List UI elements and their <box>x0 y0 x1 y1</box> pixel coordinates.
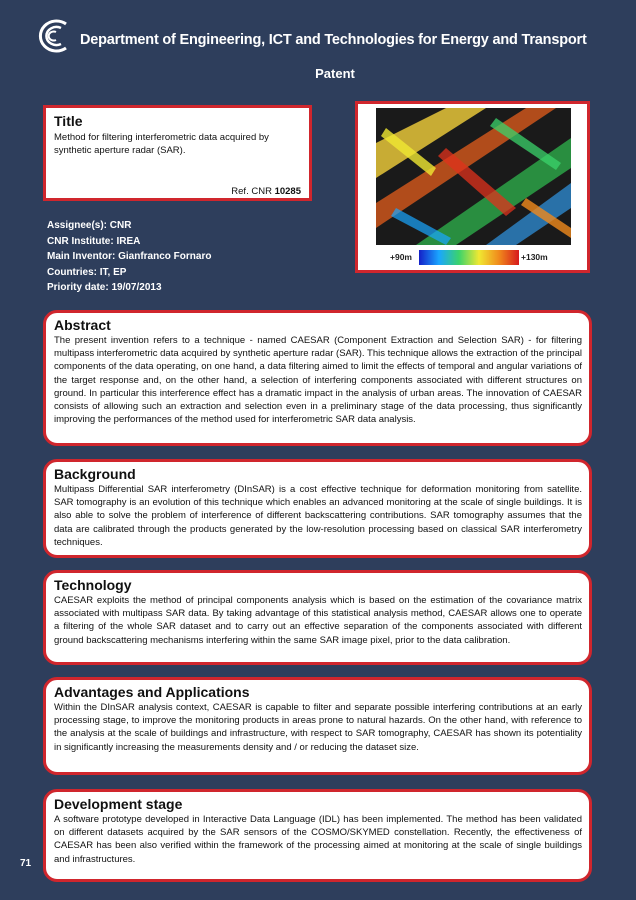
abstract-text: The present invention refers to a technique - named CAESAR (Component Extraction and Selection SAR) - for filtering multipass interferometric data acquired by synthetic aperture radar (SAR). This technique allows the extraction of the principal components of the data operating, on one hand, a data filtering aimed to limit the effects of temporal and angular variations of the target response and, on the other hand, a selection of interfering components associated with different structures on ground. In particular this interference effect has a dramatic impact in the analysis of urban areas. The innovation of CAESAR consists of allowing such an extraction and selection even in a preliminary stage of the data processing, thus significantly improving the performances of the method used for interferometric SAR data analysis. <box>54 335 582 426</box>
advantages-section <box>43 677 592 775</box>
department-title: Department of Engineering, ICT and Technologies for Energy and Transport <box>80 32 587 48</box>
elevation-color-scale <box>419 250 519 265</box>
cnr-logo <box>30 18 70 54</box>
development-heading: Development stage <box>54 796 183 812</box>
technology-heading: Technology <box>54 577 132 593</box>
background-section <box>43 459 592 558</box>
cnr-institute: CNR Institute: IREA <box>47 235 141 247</box>
countries: Countries: IT, EP <box>47 266 127 278</box>
title-text: Method for filtering interferometric data acquired by synthetic aperture radar (SAR). <box>54 132 269 156</box>
development-text: A software prototype developed in Interactive Data Language (IDL) has been implemented. The method has been validated on different datasets acquired by the SAR sensors of the COSMO/SKYMED constellation. Recently, the effectiveness of CAESAR has been also verified within the framework of the processing aimed at monitoring at the scale of single buildings and infrastructures. <box>54 814 582 865</box>
title-box <box>43 105 312 201</box>
scale-min-label: +90m <box>390 252 412 262</box>
sar-image-box <box>355 101 590 273</box>
ref-cnr <box>231 186 301 197</box>
page-number: 71 <box>20 858 32 869</box>
advantages-heading: Advantages and Applications <box>54 684 250 700</box>
scale-max-label: +130m <box>521 252 548 262</box>
patent-info <box>47 218 211 296</box>
abstract-section <box>43 310 592 446</box>
title-heading: Title <box>54 113 83 129</box>
assignee: Assignee(s): CNR <box>47 220 132 231</box>
priority-date: Priority date: 19/07/2013 <box>47 282 162 293</box>
technology-text: CAESAR exploits the method of principal components analysis which is based on the estimation of the covariance matrix associated with multipass SAR data. By taking advantage of this statistical analysis method, CAESAR allows one to operate a filtering of the whole SAR dataset and to carry out an effective separation of the components associated with different ground backscattering mechanisms interfering within the same SAR image pixel, prior to the data calibration. <box>54 595 582 646</box>
sar-map-image <box>376 108 571 245</box>
technology-section <box>43 570 592 665</box>
main-inventor: Main Inventor: Gianfranco Fornaro <box>47 251 212 262</box>
background-text: Multipass Differential SAR interferometry (DInSAR) is a cost effective technique for deformation monitoring from satellite. SAR tomography is an evolution of this technique which enables an advanced monitoring at the scale of single buildings. It is also able to solve the problem of interference of different backscattering contributions. SAR tomography assumes that the data are calibrated through the products generated by the low-resolution processing based on classical SAR interferometry techniques. <box>54 484 582 548</box>
advantages-text: Within the DInSAR analysis context, CAESAR is capable to filter and separate possible interfering contributions at an early processing stage, to improve the monitoring products in areas prone to natural hazards. On the other hand, with reference to the analysis at the scale of buildings and infrastructure, with respect to SAR tomography, CAESAR has shown its potentiality in significantly increasing the measurements density and / or reducing the dataset size. <box>54 702 582 753</box>
background-heading: Background <box>54 466 136 482</box>
abstract-heading: Abstract <box>54 317 111 333</box>
development-section <box>43 789 592 882</box>
patent-label: Patent <box>315 66 355 81</box>
ref-number: 10285 <box>274 186 301 197</box>
ref-label: Ref. CNR <box>231 186 272 197</box>
